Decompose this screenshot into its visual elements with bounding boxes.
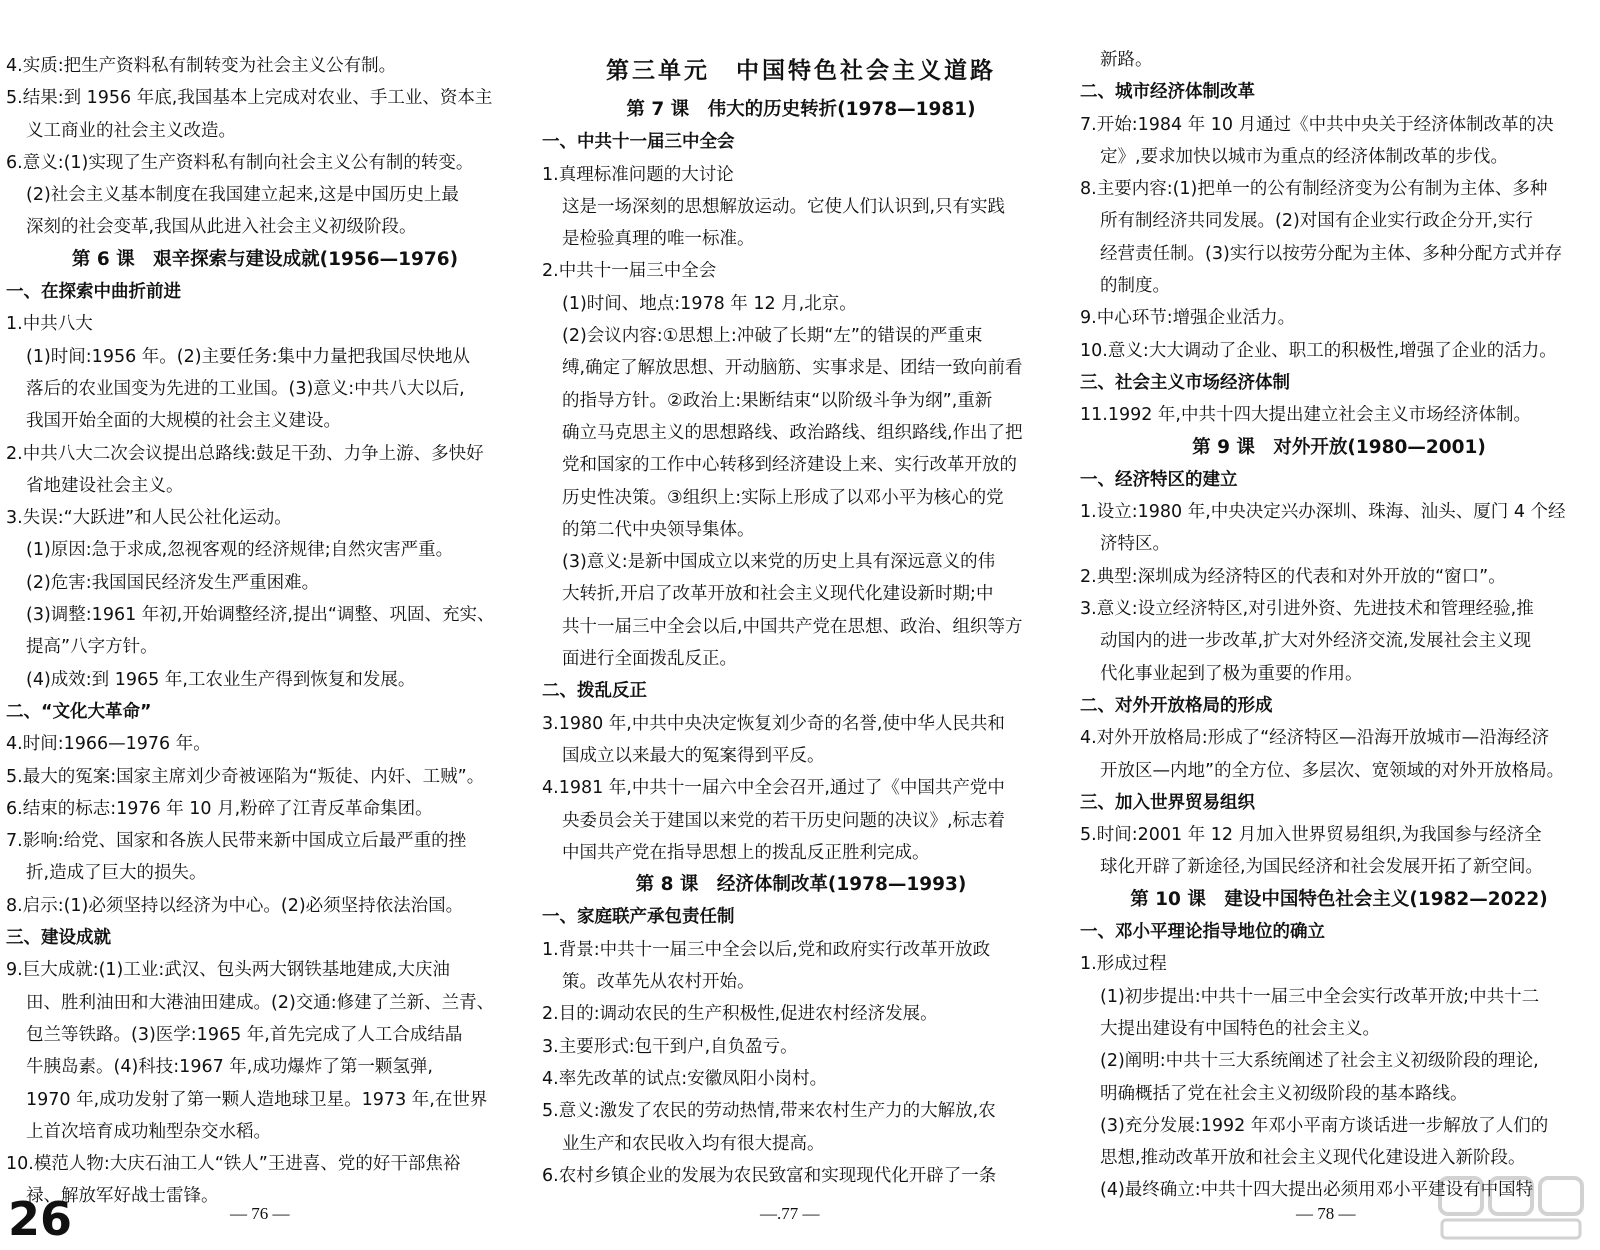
column-middle: [542, 54, 1060, 1192]
text-line: 牛胰岛素。(4)科技:1967 年,成功爆炸了第一颗氢弹,: [26, 1057, 433, 1078]
text-line: 4.1981 年,中共十一届六中全会召开,通过了《中国共产党中: [542, 778, 1005, 799]
text-line: 大转折,开启了改革开放和社会主义现代化建设新时期;中: [562, 584, 994, 605]
lesson-title: 第 6 课 艰辛探索与建设成就(1956—1976): [71, 248, 459, 270]
text-line: 3.意义:设立经济特区,对引进外资、先进技术和管理经验,推: [1080, 599, 1534, 620]
text-line: (1)原因:急于求成,忽视客观的经济规律;自然灾害严重。: [26, 540, 454, 561]
section-heading: 三、建设成就: [6, 928, 111, 949]
text-line: 1.背景:中共十一届三中全会以后,党和政府实行改革开放政: [542, 939, 991, 960]
section-heading: 一、在探索中曲折前进: [6, 282, 181, 303]
text-line: 党和国家的工作中心转移到经济建设上来、实行改革开放的: [562, 455, 1017, 476]
text-line: (4)成效:到 1965 年,工农业生产得到恢复和发展。: [26, 669, 416, 690]
lesson-title: 第 9 课 对外开放(1980—2001): [1192, 436, 1486, 458]
text-line: 5.意义:激发了农民的劳动热情,带来农村生产力的大解放,农: [542, 1101, 996, 1122]
text-line: 折,造成了巨大的损失。: [26, 863, 207, 884]
page-number-right: — 78 —: [1296, 1204, 1356, 1223]
text-line: 5.结果:到 1956 年底,我国基本上完成对农业、手工业、资本主: [6, 88, 493, 109]
text-line: 7.影响:给党、国家和各族人民带来新中国成立后最严重的挫: [6, 831, 467, 852]
text-line: (2)阐明:中共十三大系统阐述了社会主义初级阶段的理论,: [1100, 1051, 1539, 1072]
text-line: 我国开始全面的大规模的社会主义建设。: [26, 411, 341, 432]
text-line: 1.设立:1980 年,中央决定兴办深圳、珠海、汕头、厦门 4 个经: [1080, 502, 1566, 523]
section-heading: 二、城市经济体制改革: [1080, 82, 1255, 103]
text-line: 落后的农业国变为先进的工业国。(3)意义:中共八大以后,: [26, 378, 465, 399]
text-line: (2)社会主义基本制度在我国建立起来,这是中国历史上最: [26, 185, 459, 206]
text-line: 禄、解放军好战士雷锋。: [26, 1186, 219, 1207]
text-line: 7.开始:1984 年 10 月通过《中共中央关于经济体制改革的决: [1080, 114, 1554, 135]
lesson-title: 第 8 课 经济体制改革(1978—1993): [635, 874, 967, 896]
text-line: 明确概括了党在社会主义初级阶段的基本路线。: [1100, 1083, 1468, 1104]
text-line: 6.结束的标志:1976 年 10 月,粉碎了江青反革命集团。: [6, 798, 433, 819]
text-line: 面进行全面拨乱反正。: [562, 649, 737, 670]
text-line: 经营责任制。(3)实行以按劳分配为主体、多种分配方式并存: [1100, 243, 1563, 264]
section-heading: 一、家庭联产承包责任制: [542, 907, 735, 928]
text-line: 济特区。: [1100, 534, 1170, 555]
text-line: 2.典型:深圳成为经济特区的代表和对外开放的“窗口”。: [1080, 566, 1506, 587]
unit-title: 第三单元 中国特色社会主义道路: [606, 58, 996, 84]
section-heading: 二、“文化大革命”: [6, 701, 152, 722]
text-line: 3.主要形式:包干到户,自负盈亏。: [542, 1036, 798, 1057]
text-line: 省地建设社会主义。: [26, 475, 184, 496]
text-line: 历史性决策。③组织上:实际上形成了以邓小平为核心的党: [562, 487, 1004, 508]
watermark-logo-icon: [1436, 1172, 1586, 1242]
column-left: [6, 50, 524, 1213]
text-line: (2)会议内容:①思想上:冲破了长期“左”的错误的严重束: [562, 326, 983, 347]
text-line: 确立马克思主义的思想路线、政治路线、组织路线,作出了把: [562, 422, 1023, 443]
text-line: 开放区—内地”的全方位、多层次、宽领域的对外开放格局。: [1100, 760, 1565, 781]
lesson-title: 第 10 课 建设中国特色社会主义(1982—2022): [1130, 888, 1548, 910]
text-line: 所有制经济共同发展。(2)对国有企业实行政企分开,实行: [1100, 211, 1533, 232]
text-line: 的第二代中央领导集体。: [562, 519, 755, 540]
text-line: 大提出建设有中国特色的社会主义。: [1100, 1018, 1380, 1039]
text-line: (3)意义:是新中国成立以来党的历史上具有深远意义的伟: [562, 552, 996, 573]
text-line: 深刻的社会变革,我国从此进入社会主义初级阶段。: [26, 217, 417, 238]
text-line: 3.1980 年,中共中央决定恢复刘少奇的名誉,使中华人民共和: [542, 713, 1005, 734]
section-heading: 一、邓小平理论指导地位的确立: [1080, 922, 1325, 943]
text-line: 这是一场深刻的思想解放运动。它使人们认识到,只有实践: [562, 196, 1006, 217]
text-line: 6.意义:(1)实现了生产资料私有制向社会主义公有制的转变。: [6, 152, 474, 173]
text-line: 4.对外开放格局:形成了“经济特区—沿海开放城市—沿海经济: [1080, 728, 1550, 749]
text-line: 新路。: [1100, 50, 1153, 70]
text-line: 业生产和农民收入均有很大提高。: [562, 1133, 825, 1154]
text-line: 动国内的进一步改革,扩大对外经济交流,发展社会主义现: [1100, 631, 1532, 652]
text-line: 上首次培育成功籼型杂交水稻。: [26, 1121, 271, 1142]
section-heading: 一、经济特区的建立: [1080, 469, 1238, 490]
text-line: 共十一届三中全会以后,中国共产党在思想、政治、组织等方: [562, 616, 1023, 637]
section-heading: 一、中共十一届三中全会: [542, 132, 735, 153]
text-line: 8.启示:(1)必须坚持以经济为中心。(2)必须坚持依法治国。: [6, 895, 464, 916]
text-line: 的指导方针。②政治上:果断结束“以阶级斗争为纲”,重新: [562, 390, 993, 411]
text-line: 9.巨大成就:(1)工业:武汉、包头两大钢铁基地建成,大庆油: [6, 960, 450, 981]
text-line: (2)危害:我国国民经济发生严重困难。: [26, 572, 320, 593]
section-heading: 二、拨乱反正: [542, 681, 647, 702]
text-line: 4.实质:把生产资料私有制转变为社会主义公有制。: [6, 56, 397, 76]
text-line: 1.中共八大: [6, 314, 93, 335]
text-line: (3)充分发展:1992 年邓小平南方谈话进一步解放了人们的: [1100, 1115, 1549, 1136]
text-line: 是检验真理的唯一标准。: [562, 229, 755, 250]
text-line: 包兰等铁路。(3)医学:1965 年,首先完成了人工合成结晶: [26, 1024, 463, 1045]
text-line: 5.时间:2001 年 12 月加入世界贸易组织,为我国参与经济全: [1080, 825, 1542, 846]
column-right: [1080, 44, 1598, 1207]
text-line: 8.主要内容:(1)把单一的公有制经济变为公有制为主体、多种: [1080, 179, 1548, 200]
text-line: (4)最终确立:中共十四大提出必须用邓小平建设有中国特: [1100, 1180, 1534, 1201]
text-line: 10.意义:大大调动了企业、职工的积极性,增强了企业的活力。: [1080, 340, 1557, 361]
text-line: (3)调整:1961 年初,开始调整经济,提出“调整、巩固、充实、: [26, 605, 495, 626]
text-line: 9.中心环节:增强企业活力。: [1080, 308, 1296, 329]
text-line: 5.最大的冤案:国家主席刘少奇被诬陷为“叛徒、内奸、工贼”。: [6, 766, 485, 787]
text-line: 的制度。: [1100, 276, 1170, 297]
text-line: 国成立以来最大的冤案得到平反。: [562, 745, 825, 766]
text-line: 提高”八字方针。: [26, 637, 158, 658]
text-line: 1.形成过程: [1080, 954, 1167, 975]
text-line: 10.模范人物:大庆石油工人“铁人”王进喜、党的好干部焦裕: [6, 1154, 461, 1175]
text-line: 义工商业的社会主义改造。: [26, 120, 236, 141]
big-page-number: 26: [8, 1192, 73, 1246]
text-line: (1)初步提出:中共十一届三中全会实行改革开放;中共十二: [1100, 986, 1540, 1007]
text-line: 11.1992 年,中共十四大提出建立社会主义市场经济体制。: [1080, 405, 1531, 426]
lesson-title: 第 7 课 伟大的历史转折(1978—1981): [626, 99, 976, 120]
page-number-left: — 76 —: [230, 1204, 290, 1223]
text-line: 4.时间:1966—1976 年。: [6, 734, 211, 755]
text-line: 2.中共十一届三中全会: [542, 261, 717, 282]
text-line: 6.农村乡镇企业的发展为农民致富和实现现代化开辟了一条: [542, 1165, 997, 1186]
text-line: 1970 年,成功发射了第一颗人造地球卫星。1973 年,在世界: [26, 1089, 488, 1110]
text-line: 4.率先改革的试点:安徽凤阳小岗村。: [542, 1068, 828, 1089]
page-number-middle: —.77 —: [760, 1204, 820, 1223]
text-line: 2.目的:调动农民的生产积极性,促进农村经济发展。: [542, 1004, 938, 1025]
section-heading: 三、社会主义市场经济体制: [1080, 372, 1290, 393]
text-line: 3.失误:“大跃进”和人民公社化运动。: [6, 508, 292, 529]
text-line: 2.中共八大二次会议提出总路线:鼓足干劲、力争上游、多快好: [6, 443, 484, 464]
text-line: 球化开辟了新途径,为国民经济和社会发展开拓了新空间。: [1100, 857, 1544, 878]
text-line: (1)时间:1956 年。(2)主要任务:集中力量把我国尽快地从: [26, 346, 470, 367]
section-heading: 二、对外开放格局的形成: [1080, 695, 1273, 716]
text-line: 策。改革先从农村开始。: [562, 972, 755, 993]
text-line: 代化事业起到了极为重要的作用。: [1100, 663, 1363, 684]
text-line: (1)时间、地点:1978 年 12 月,北京。: [562, 293, 857, 314]
text-line: 1.真理标准问题的大讨论: [542, 164, 734, 185]
text-line: 中国共产党在指导思想上的拨乱反正胜利完成。: [562, 842, 930, 863]
text-line: 缚,确定了解放思想、开动脑筋、实事求是、团结一致向前看: [562, 358, 1023, 379]
text-line: 央委员会关于建国以来党的若干历史问题的决议》,标志着: [562, 810, 1006, 831]
text-line: 田、胜利油田和大港油田建成。(2)交通:修建了兰新、兰青、: [26, 992, 495, 1013]
text-line: 思想,推动改革开放和社会主义现代化建设进入新阶段。: [1100, 1148, 1526, 1169]
text-line: 定》,要求加快以城市为重点的经济体制改革的步伐。: [1100, 146, 1509, 167]
section-heading: 三、加入世界贸易组织: [1080, 792, 1255, 813]
